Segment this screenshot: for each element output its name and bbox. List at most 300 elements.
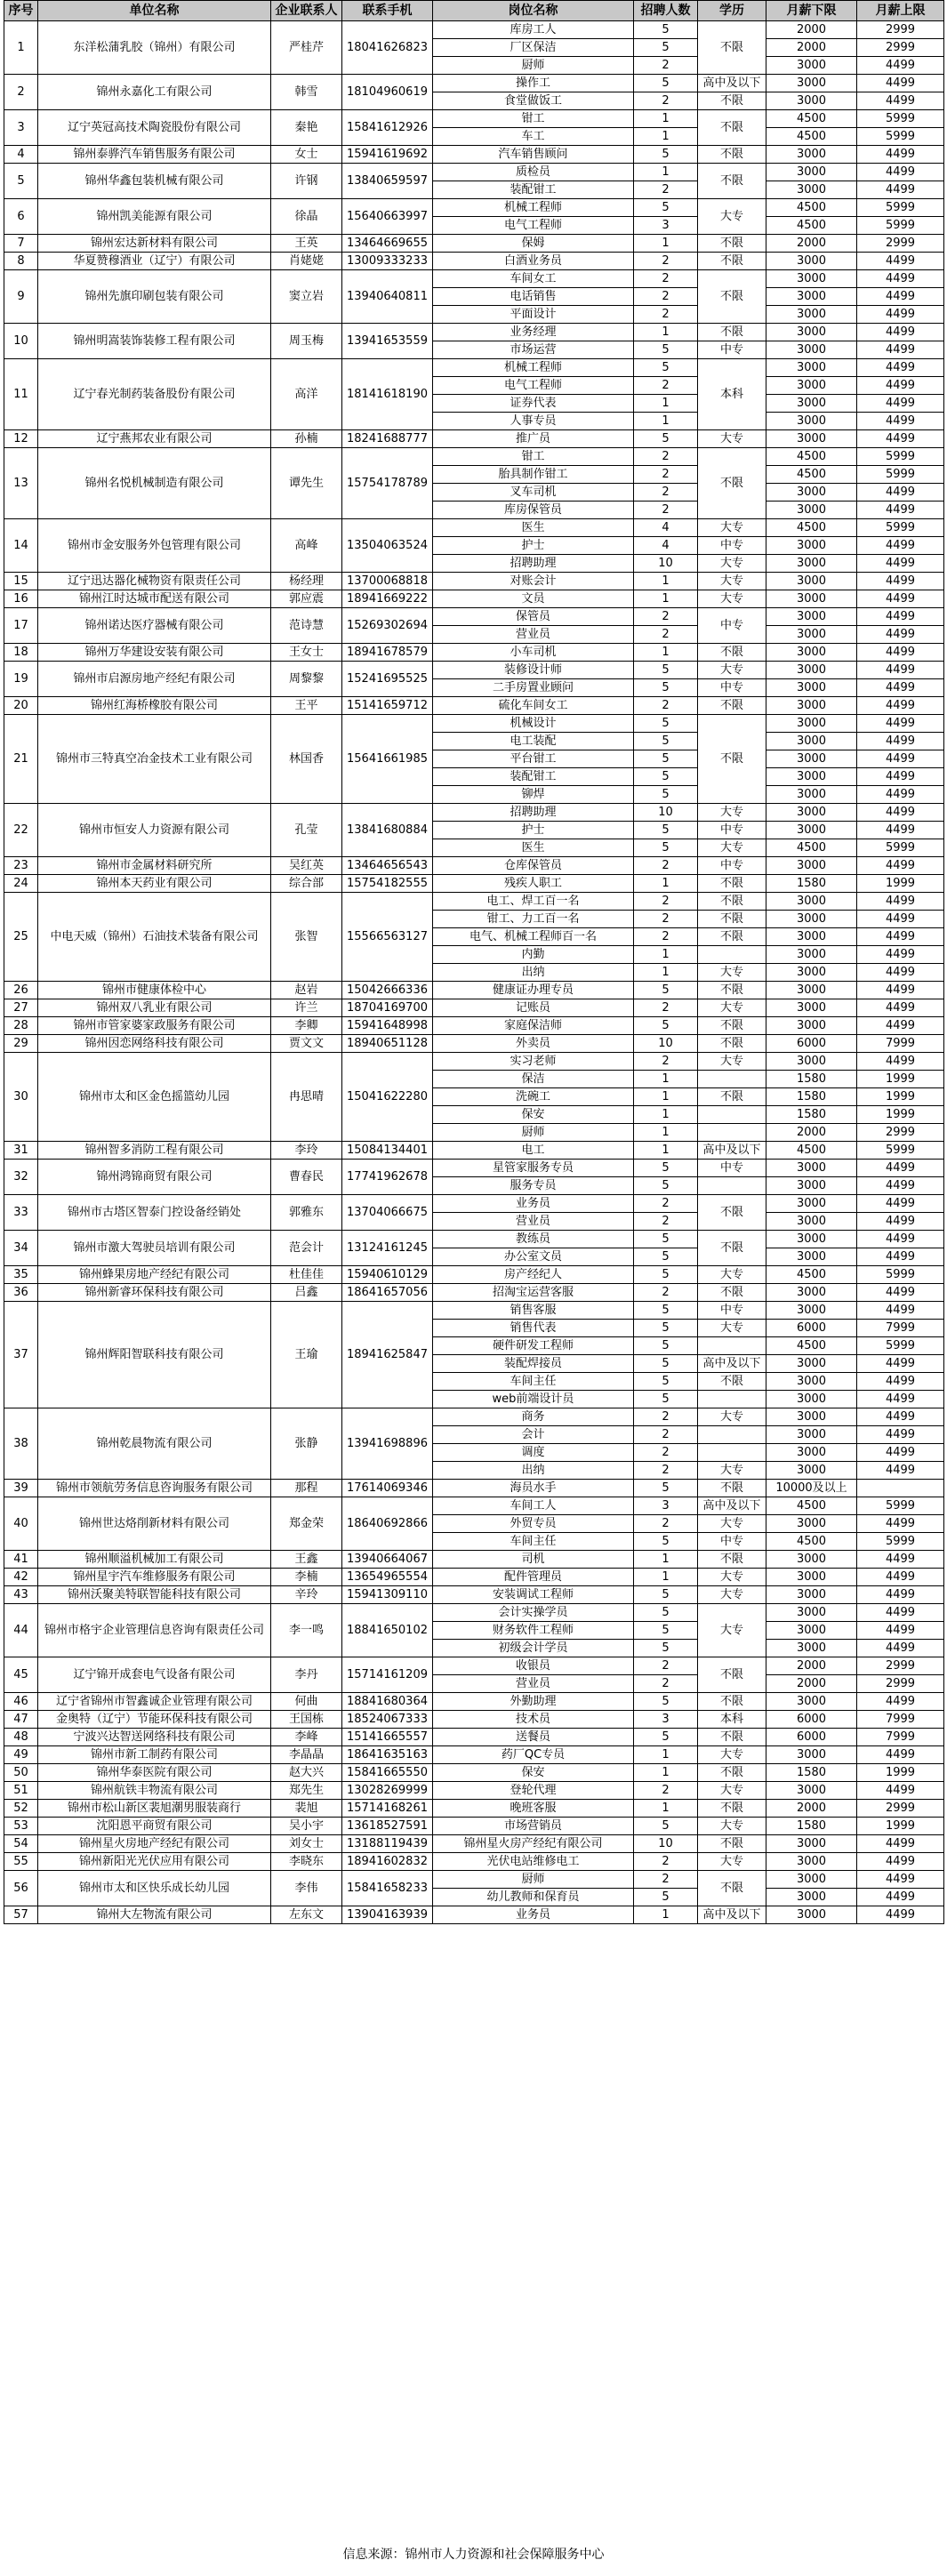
salary-min: 3000 — [766, 537, 857, 555]
salary-min: 3000 — [766, 1551, 857, 1569]
salary-max: 4499 — [857, 893, 944, 911]
table-row — [4, 697, 944, 715]
job-title: 招聘助理 — [433, 555, 634, 573]
salary-max: 5999 — [857, 1497, 944, 1515]
contact-phone: 15841612926 — [342, 110, 433, 146]
job-count: 2 — [634, 1213, 698, 1231]
salary-min: 4500 — [766, 217, 857, 235]
header-company: 单位名称 — [38, 1, 271, 21]
row-number: 10 — [4, 324, 38, 359]
education: 不限 — [698, 1729, 766, 1746]
table-row — [4, 110, 944, 128]
contact-person: 张静 — [271, 1408, 342, 1480]
education: 高中及以下 — [698, 75, 766, 92]
salary-max: 4499 — [857, 573, 944, 590]
job-count: 5 — [634, 822, 698, 839]
job-title: 光伏电站维修电工 — [433, 1853, 634, 1871]
education — [698, 1124, 766, 1142]
salary-max: 2999 — [857, 1124, 944, 1142]
job-title: 招聘助理 — [433, 804, 634, 822]
education: 不限 — [698, 448, 766, 519]
job-title: 记账员 — [433, 999, 634, 1017]
education: 不限 — [698, 110, 766, 146]
table-row — [4, 1782, 944, 1800]
job-title: 机械工程师 — [433, 199, 634, 217]
education: 不限 — [698, 1764, 766, 1782]
job-count: 1 — [634, 1088, 698, 1106]
job-count: 1 — [634, 413, 698, 430]
salary-max: 4499 — [857, 359, 944, 377]
row-number: 34 — [4, 1231, 38, 1266]
salary-max: 4499 — [857, 1195, 944, 1213]
table-row — [4, 1906, 944, 1924]
salary-max: 4499 — [857, 1231, 944, 1248]
job-count: 2 — [634, 502, 698, 519]
job-title: 商务 — [433, 1408, 634, 1426]
job-title: 车间主任 — [433, 1533, 634, 1551]
job-count: 5 — [634, 662, 698, 679]
salary-min: 10000及以上 — [766, 1480, 857, 1497]
job-title: 营业员 — [433, 1213, 634, 1231]
contact-person: 徐晶 — [271, 199, 342, 235]
salary-min: 3000 — [766, 1302, 857, 1320]
education: 不限 — [698, 1871, 766, 1906]
header-position: 岗位名称 — [433, 1, 634, 21]
salary-min: 3000 — [766, 1889, 857, 1906]
job-title: 装修设计师 — [433, 662, 634, 679]
table-row — [4, 1711, 944, 1729]
job-count: 2 — [634, 57, 698, 75]
contact-phone: 15641661985 — [342, 715, 433, 804]
company-name: 锦州大左物流有限公司 — [38, 1906, 271, 1924]
salary-min: 4500 — [766, 1337, 857, 1355]
contact-person: 李楠 — [271, 1569, 342, 1586]
contact-person: 李峰 — [271, 1729, 342, 1746]
education: 不限 — [698, 1551, 766, 1569]
job-title: 人事专员 — [433, 413, 634, 430]
salary-max: 4499 — [857, 537, 944, 555]
job-title: 星管家服务专员 — [433, 1160, 634, 1177]
table-row — [4, 1693, 944, 1711]
salary-max: 4499 — [857, 608, 944, 626]
salary-min: 3000 — [766, 1746, 857, 1764]
salary-max: 4499 — [857, 1302, 944, 1320]
job-title: 安装调试工程师 — [433, 1586, 634, 1604]
job-title: 厂区保洁 — [433, 39, 634, 57]
contact-person: 那程 — [271, 1480, 342, 1497]
salary-min: 3000 — [766, 733, 857, 750]
job-title: 证券代表 — [433, 395, 634, 413]
salary-max: 1999 — [857, 1088, 944, 1106]
contact-phone: 13940664067 — [342, 1551, 433, 1569]
company-name: 锦州市太和区快乐成长幼儿园 — [38, 1871, 271, 1906]
row-number: 46 — [4, 1693, 38, 1711]
job-count: 5 — [634, 1480, 698, 1497]
job-title: 营业员 — [433, 1675, 634, 1693]
education: 高中及以下 — [698, 1906, 766, 1924]
salary-max: 4499 — [857, 164, 944, 181]
table-row — [4, 1818, 944, 1835]
job-title: 叉车司机 — [433, 484, 634, 502]
row-number: 49 — [4, 1746, 38, 1764]
job-count: 5 — [634, 1373, 698, 1391]
salary-max: 4499 — [857, 590, 944, 608]
salary-min: 3000 — [766, 768, 857, 786]
job-title: 医生 — [433, 519, 634, 537]
job-count: 5 — [634, 21, 698, 39]
education: 中专 — [698, 857, 766, 875]
contact-phone: 18941625847 — [342, 1302, 433, 1408]
salary-max: 4499 — [857, 626, 944, 644]
contact-phone: 15041622280 — [342, 1053, 433, 1142]
salary-max: 4499 — [857, 1622, 944, 1640]
table-row — [4, 1800, 944, 1818]
company-name: 锦州市启源房地产经纪有限公司 — [38, 662, 271, 697]
company-name: 锦州名悦机械制造有限公司 — [38, 448, 271, 519]
education: 大专 — [698, 1462, 766, 1480]
company-name: 锦州乾晨物流有限公司 — [38, 1408, 271, 1480]
salary-max: 4499 — [857, 822, 944, 839]
job-count: 5 — [634, 1337, 698, 1355]
company-name: 锦州鸿锦商贸有限公司 — [38, 1160, 271, 1195]
education: 不限 — [698, 982, 766, 999]
education: 不限 — [698, 1800, 766, 1818]
row-number: 42 — [4, 1569, 38, 1586]
job-count: 2 — [634, 1782, 698, 1800]
job-title: 库房工人 — [433, 21, 634, 39]
company-name: 锦州先旗印刷包装有限公司 — [38, 270, 271, 324]
education: 不限 — [698, 146, 766, 164]
table-row — [4, 1284, 944, 1302]
contact-phone: 15640663997 — [342, 199, 433, 235]
contact-person: 综合部 — [271, 875, 342, 893]
job-title: 厨师 — [433, 1871, 634, 1889]
company-name: 锦州江时达城市配送有限公司 — [38, 590, 271, 608]
education: 不限 — [698, 1835, 766, 1853]
contact-phone: 18841680364 — [342, 1693, 433, 1711]
contact-phone: 15141659712 — [342, 697, 433, 715]
education — [698, 1177, 766, 1195]
salary-max: 4499 — [857, 1355, 944, 1373]
job-title: 钳工 — [433, 110, 634, 128]
row-number: 19 — [4, 662, 38, 697]
job-count: 3 — [634, 217, 698, 235]
job-title: 业务经理 — [433, 324, 634, 341]
job-count: 2 — [634, 911, 698, 928]
job-title: 厨师 — [433, 1124, 634, 1142]
row-number: 11 — [4, 359, 38, 430]
salary-max: 4499 — [857, 768, 944, 786]
education: 不限 — [698, 893, 766, 911]
table-row — [4, 430, 944, 448]
salary-min: 3000 — [766, 1462, 857, 1480]
salary-min: 3000 — [766, 626, 857, 644]
job-title: web前端设计员 — [433, 1391, 634, 1408]
table-row — [4, 146, 944, 164]
job-title: 保姆 — [433, 235, 634, 253]
job-count: 5 — [634, 1604, 698, 1622]
job-count: 5 — [634, 1160, 698, 1177]
job-title: 海员水手 — [433, 1480, 634, 1497]
education: 大专 — [698, 662, 766, 679]
company-name: 锦州顺溢机械加工有限公司 — [38, 1551, 271, 1569]
job-count: 1 — [634, 1142, 698, 1160]
company-name: 中电天威（锦州）石油技术装备有限公司 — [38, 893, 271, 982]
contact-person: 张智 — [271, 893, 342, 982]
salary-max: 1999 — [857, 1818, 944, 1835]
table-row — [4, 662, 944, 679]
contact-phone: 15566563127 — [342, 893, 433, 982]
job-count: 1 — [634, 573, 698, 590]
job-count: 5 — [634, 1355, 698, 1373]
salary-max: 4499 — [857, 324, 944, 341]
table-row — [4, 1142, 944, 1160]
company-name: 锦州宏达新材料有限公司 — [38, 235, 271, 253]
company-name: 锦州世达烙削新材料有限公司 — [38, 1497, 271, 1551]
education: 大专 — [698, 199, 766, 235]
contact-phone: 17741962678 — [342, 1160, 433, 1195]
job-count: 10 — [634, 804, 698, 822]
table-row — [4, 893, 944, 911]
contact-person: 郭应震 — [271, 590, 342, 608]
salary-max: 4499 — [857, 1782, 944, 1800]
job-title: 护士 — [433, 822, 634, 839]
job-title: 质检员 — [433, 164, 634, 181]
education: 大专 — [698, 1266, 766, 1284]
job-count: 2 — [634, 1675, 698, 1693]
salary-max: 5999 — [857, 110, 944, 128]
contact-phone: 13941653559 — [342, 324, 433, 359]
salary-max: 4499 — [857, 1604, 944, 1622]
salary-max: 4499 — [857, 1462, 944, 1480]
salary-min: 3000 — [766, 1177, 857, 1195]
row-number: 53 — [4, 1818, 38, 1835]
education: 中专 — [698, 537, 766, 555]
education: 高中及以下 — [698, 1497, 766, 1515]
row-number: 13 — [4, 448, 38, 519]
job-title: 调度 — [433, 1444, 634, 1462]
salary-max: 7999 — [857, 1711, 944, 1729]
job-title: 会计实操学员 — [433, 1604, 634, 1622]
row-number: 28 — [4, 1017, 38, 1035]
job-title: 业务员 — [433, 1195, 634, 1213]
salary-min: 3000 — [766, 822, 857, 839]
salary-max: 4499 — [857, 1017, 944, 1035]
row-number: 44 — [4, 1604, 38, 1657]
salary-max: 4499 — [857, 1408, 944, 1426]
contact-person: 杨经理 — [271, 573, 342, 590]
salary-min: 3000 — [766, 57, 857, 75]
company-name: 锦州星火房地产经纪有限公司 — [38, 1835, 271, 1853]
row-number: 43 — [4, 1586, 38, 1604]
company-name: 锦州市格宇企业管理信息咨询有限责任公司 — [38, 1604, 271, 1657]
salary-max: 4499 — [857, 928, 944, 946]
job-title: 装配焊接员 — [433, 1355, 634, 1373]
company-name: 锦州沃聚美特联智能科技有限公司 — [38, 1586, 271, 1604]
contact-phone: 13704066675 — [342, 1195, 433, 1231]
education: 中专 — [698, 608, 766, 644]
salary-min: 3000 — [766, 395, 857, 413]
salary-max: 4499 — [857, 1835, 944, 1853]
salary-max: 2999 — [857, 39, 944, 57]
salary-min: 3000 — [766, 555, 857, 573]
table-row — [4, 270, 944, 288]
salary-min: 4500 — [766, 1142, 857, 1160]
job-title: 平面设计 — [433, 306, 634, 324]
salary-min: 3000 — [766, 1871, 857, 1889]
job-title: 会计 — [433, 1426, 634, 1444]
job-title: 装配钳工 — [433, 181, 634, 199]
salary-min: 3000 — [766, 1231, 857, 1248]
contact-phone: 15714168261 — [342, 1800, 433, 1818]
salary-min: 3000 — [766, 484, 857, 502]
job-title: 厨师 — [433, 57, 634, 75]
company-name: 辽宁燕邦农业有限公司 — [38, 430, 271, 448]
contact-person: 窦立岩 — [271, 270, 342, 324]
salary-min: 3000 — [766, 306, 857, 324]
row-number: 31 — [4, 1142, 38, 1160]
salary-min: 3000 — [766, 573, 857, 590]
salary-max: 4499 — [857, 484, 944, 502]
salary-min: 3000 — [766, 359, 857, 377]
salary-min: 3000 — [766, 590, 857, 608]
job-count: 1 — [634, 128, 698, 146]
salary-max: 5999 — [857, 1266, 944, 1284]
row-number: 8 — [4, 253, 38, 270]
company-name: 宁波兴达智送网络科技有限公司 — [38, 1729, 271, 1746]
job-title: 技术员 — [433, 1711, 634, 1729]
education: 不限 — [698, 1231, 766, 1266]
salary-max: 5999 — [857, 448, 944, 466]
job-count: 5 — [634, 786, 698, 804]
education: 不限 — [698, 1088, 766, 1106]
contact-person: 李丹 — [271, 1657, 342, 1693]
salary-min: 4500 — [766, 110, 857, 128]
contact-phone: 13504063524 — [342, 519, 433, 573]
job-title: 收银员 — [433, 1657, 634, 1675]
row-number: 33 — [4, 1195, 38, 1231]
contact-phone: 18640692866 — [342, 1497, 433, 1551]
row-number: 55 — [4, 1853, 38, 1871]
job-count: 5 — [634, 1586, 698, 1604]
salary-min: 3000 — [766, 786, 857, 804]
salary-max: 4499 — [857, 1391, 944, 1408]
company-name: 辽宁迅达器化械物资有限责任公司 — [38, 573, 271, 590]
job-title: 库房保管员 — [433, 502, 634, 519]
job-count: 5 — [634, 750, 698, 768]
salary-max: 5999 — [857, 128, 944, 146]
salary-min: 3000 — [766, 1622, 857, 1640]
education: 不限 — [698, 253, 766, 270]
education: 不限 — [698, 1373, 766, 1391]
contact-person: 郭雅东 — [271, 1195, 342, 1231]
job-count: 5 — [634, 39, 698, 57]
job-count: 5 — [634, 430, 698, 448]
job-title: 仓库保管员 — [433, 857, 634, 875]
education: 本科 — [698, 359, 766, 430]
source-note: 信息来源：锦州市人力资源和社会保障服务中心 — [342, 2548, 605, 2562]
company-name: 锦州市新工制药有限公司 — [38, 1746, 271, 1764]
job-title: 送餐员 — [433, 1729, 634, 1746]
row-number: 9 — [4, 270, 38, 324]
contact-person: 王瑜 — [271, 1302, 342, 1408]
salary-max: 4499 — [857, 733, 944, 750]
row-number: 5 — [4, 164, 38, 199]
table-row — [4, 1497, 944, 1515]
job-count: 2 — [634, 1657, 698, 1675]
contact-phone: 13188119439 — [342, 1835, 433, 1853]
table-row — [4, 448, 944, 466]
education — [698, 1426, 766, 1444]
education: 本科 — [698, 1711, 766, 1729]
contact-phone: 15714161209 — [342, 1657, 433, 1693]
company-name: 辽宁省锦州市智鑫诚企业管理有限公司 — [38, 1693, 271, 1711]
education: 大专 — [698, 839, 766, 857]
company-name: 锦州市领航劳务信息咨询服务有限公司 — [38, 1480, 271, 1497]
salary-min: 3000 — [766, 911, 857, 928]
salary-min: 3000 — [766, 253, 857, 270]
education: 不限 — [698, 1035, 766, 1053]
education: 不限 — [698, 697, 766, 715]
company-name: 锦州市三特真空冶金技术工业有限公司 — [38, 715, 271, 804]
salary-min: 3000 — [766, 697, 857, 715]
salary-min: 4500 — [766, 839, 857, 857]
contact-phone: 15754182555 — [342, 875, 433, 893]
salary-min: 3000 — [766, 377, 857, 395]
contact-person: 王平 — [271, 697, 342, 715]
company-name: 锦州新阳光光伏应用有限公司 — [38, 1853, 271, 1871]
table-row — [4, 1302, 944, 1320]
job-title: 财务软件工程师 — [433, 1622, 634, 1640]
row-number: 40 — [4, 1497, 38, 1551]
salary-min: 3000 — [766, 1604, 857, 1622]
job-count: 5 — [634, 1391, 698, 1408]
salary-max: 4499 — [857, 679, 944, 697]
contact-phone: 15241695525 — [342, 662, 433, 697]
job-count: 5 — [634, 359, 698, 377]
job-title: 内勤 — [433, 946, 634, 964]
education: 不限 — [698, 1017, 766, 1035]
row-number: 12 — [4, 430, 38, 448]
row-number: 18 — [4, 644, 38, 662]
salary-min: 3000 — [766, 146, 857, 164]
job-count: 2 — [634, 1444, 698, 1462]
contact-phone: 13654965554 — [342, 1569, 433, 1586]
job-count: 2 — [634, 697, 698, 715]
education: 大专 — [698, 519, 766, 537]
job-count: 1 — [634, 1551, 698, 1569]
contact-person: 裴旭 — [271, 1800, 342, 1818]
company-name: 锦州航铁丰物流有限公司 — [38, 1782, 271, 1800]
education: 大专 — [698, 1053, 766, 1071]
education: 不限 — [698, 164, 766, 199]
contact-phone: 15269302694 — [342, 608, 433, 644]
company-name: 锦州万华建设安装有限公司 — [38, 644, 271, 662]
job-count: 1 — [634, 1569, 698, 1586]
salary-max: 4499 — [857, 946, 944, 964]
row-number: 25 — [4, 893, 38, 982]
job-title: 钳工 — [433, 448, 634, 466]
row-number: 51 — [4, 1782, 38, 1800]
contact-person: 肖姥姥 — [271, 253, 342, 270]
education: 不限 — [698, 875, 766, 893]
job-title: 操作工 — [433, 75, 634, 92]
job-title: 硬件研发工程师 — [433, 1337, 634, 1355]
salary-max: 2999 — [857, 1657, 944, 1675]
salary-max: 5999 — [857, 1337, 944, 1355]
row-number: 2 — [4, 75, 38, 110]
education: 大专 — [698, 1408, 766, 1426]
